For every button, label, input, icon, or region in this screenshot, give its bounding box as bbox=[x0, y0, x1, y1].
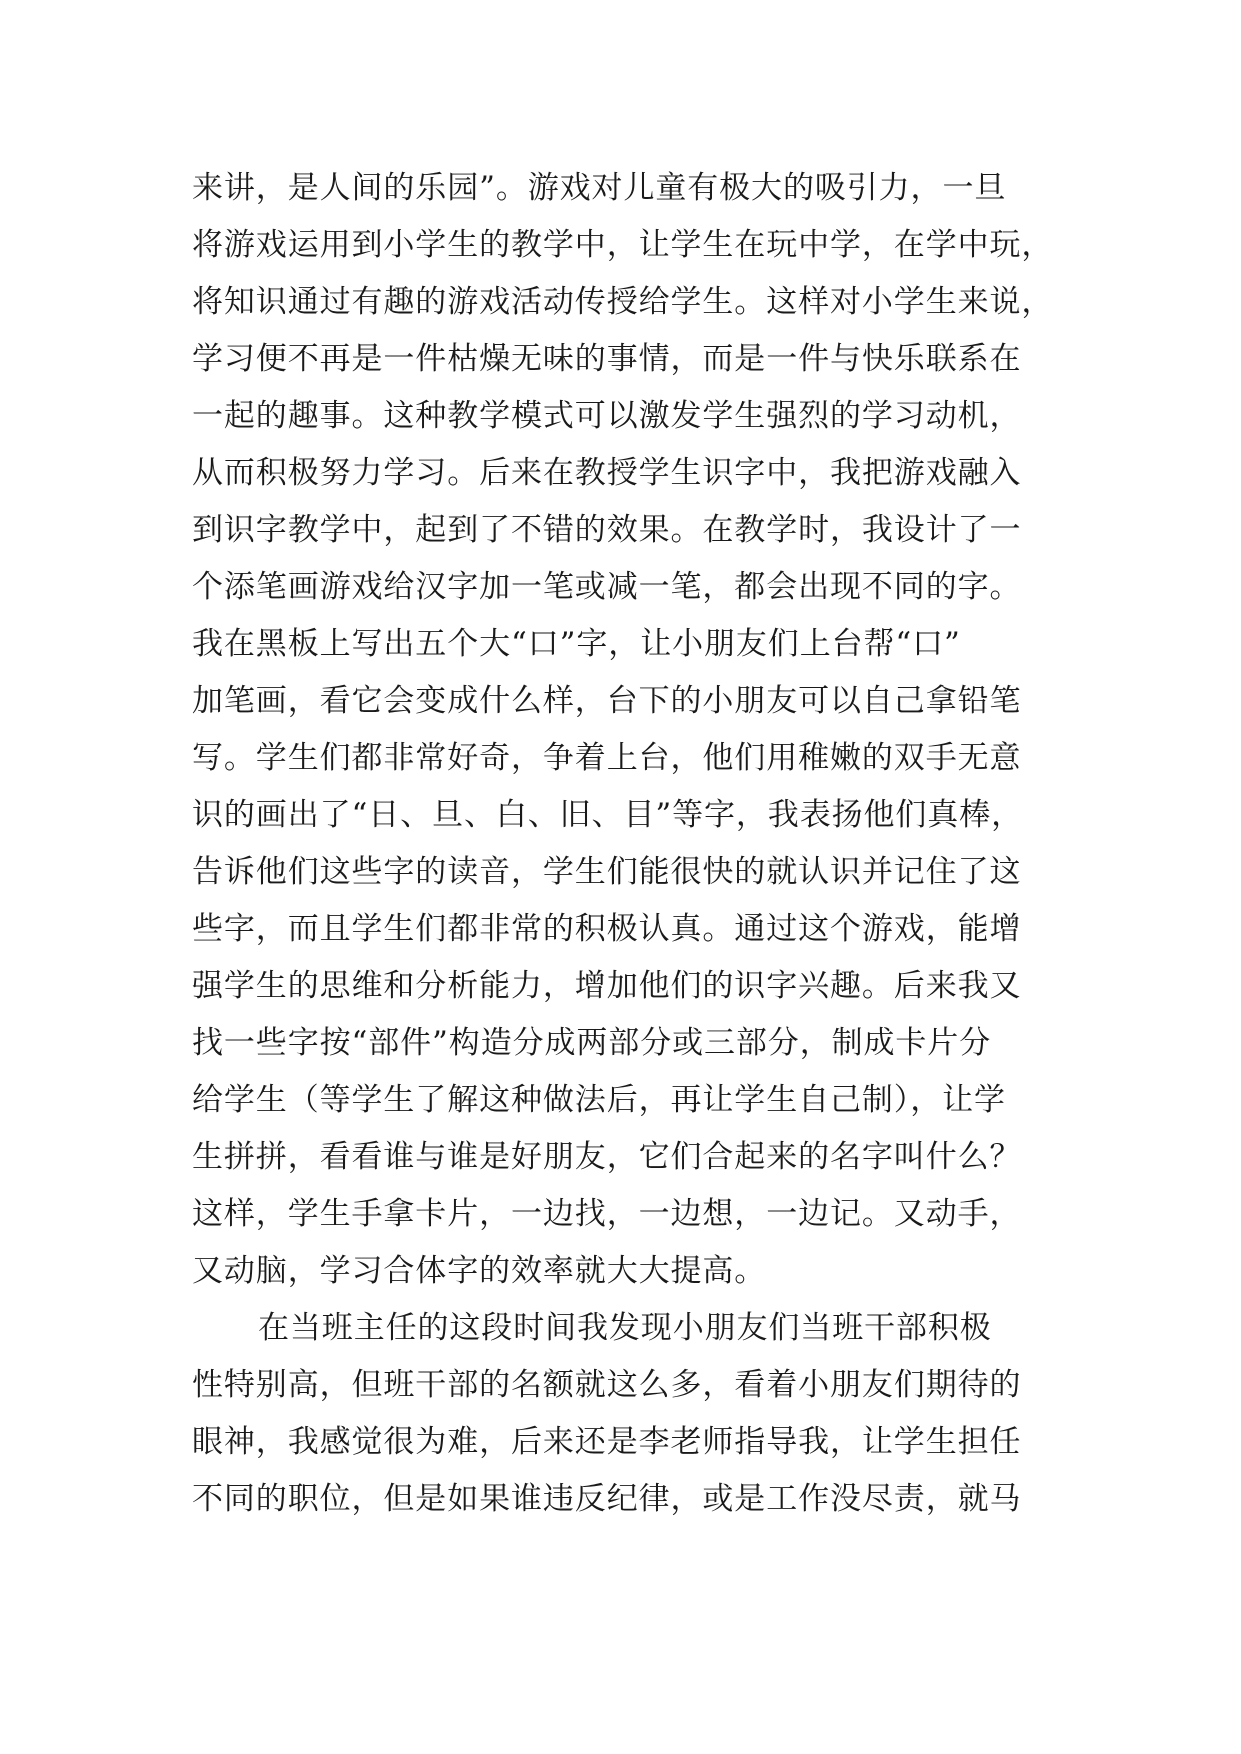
text-line: 性特别高，但班干部的名额就这么多，看着小朋友们期待的 bbox=[192, 1367, 1022, 1403]
text-line: 在当班主任的这段时间我发现小朋友们当班干部积极 bbox=[258, 1310, 992, 1346]
text-line: 给学生（等学生了解这种做法后，再让学生自己制），让学 bbox=[192, 1082, 1006, 1118]
text-line: 生拼拼，看看谁与谁是好朋友，它们合起来的名字叫什么？ bbox=[192, 1139, 1022, 1175]
text-line: 我在黑板上写出五个大“口”字，让小朋友们上台帮“口” bbox=[192, 626, 961, 662]
text-line: 写。学生们都非常好奇，争着上台，他们用稚嫩的双手无意 bbox=[192, 740, 1022, 776]
text-line: 些字，而且学生们都非常的积极认真。通过这个游戏，能增 bbox=[192, 911, 1022, 947]
text-line: 一起的趣事。这种教学模式可以激发学生强烈的学习动机， bbox=[192, 398, 1022, 434]
text-line: 识的画出了“日、旦、白、旧、目”等字，我表扬他们真棒， bbox=[192, 797, 1023, 833]
text-line: 眼神，我感觉很为难，后来还是李老师指导我，让学生担任 bbox=[192, 1424, 1022, 1460]
text-line: 从而积极努力学习。后来在教授学生识字中，我把游戏融入 bbox=[192, 455, 1022, 491]
text-line: 找一些字按“部件”构造分成两部分或三部分，制成卡片分 bbox=[192, 1025, 992, 1061]
text-line: 告诉他们这些字的读音，学生们能很快的就认识并记住了这 bbox=[192, 854, 1022, 890]
text-line: 来讲，是人间的乐园”。游戏对儿童有极大的吸引力，一旦 bbox=[192, 170, 1007, 206]
text-line: 不同的职位，但是如果谁违反纪律，或是工作没尽责，就马 bbox=[192, 1481, 1022, 1517]
text-line: 将游戏运用到小学生的教学中，让学生在玩中学，在学中玩， bbox=[192, 227, 1054, 263]
text-line: 到识字教学中，起到了不错的效果。在教学时，我设计了一 bbox=[192, 512, 1022, 548]
text-line: 个添笔画游戏给汉字加一笔或减一笔，都会出现不同的字。 bbox=[192, 569, 1022, 605]
text-line: 这样，学生手拿卡片，一边找，一边想，一边记。又动手， bbox=[192, 1196, 1022, 1232]
paragraph-2 bbox=[192, 1300, 1092, 1528]
text-line: 加笔画，看它会变成什么样，台下的小朋友可以自己拿铅笔 bbox=[192, 683, 1022, 719]
text-line: 强学生的思维和分析能力，增加他们的识字兴趣。后来我又 bbox=[192, 968, 1022, 1004]
text-line: 又动脑，学习合体字的效率就大大提高。 bbox=[192, 1253, 767, 1289]
body-text bbox=[192, 160, 1092, 1528]
text-line: 将知识通过有趣的游戏活动传授给学生。这样对小学生来说， bbox=[192, 284, 1054, 320]
text-line: 学习便不再是一件枯燥无味的事情，而是一件与快乐联系在 bbox=[192, 341, 1022, 377]
paragraph-1 bbox=[192, 160, 1092, 1300]
